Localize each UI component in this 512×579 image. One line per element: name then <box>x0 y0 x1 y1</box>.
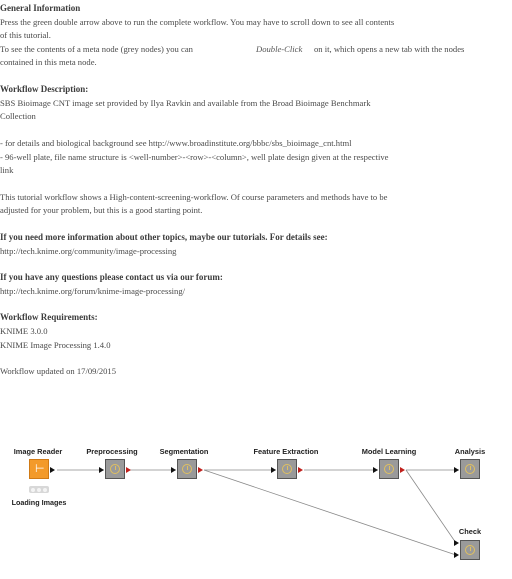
input-port[interactable] <box>454 467 459 473</box>
description-line: adjusted for your problem, but this is a good starting point. <box>0 205 203 215</box>
output-port[interactable] <box>50 467 55 473</box>
input-port[interactable] <box>454 552 459 558</box>
status-traffic-light <box>29 486 49 493</box>
feature-extraction-label: Feature Extraction <box>253 447 319 456</box>
updated-date: Workflow updated on 17/09/2015 <box>0 366 117 376</box>
metanode-icon <box>384 464 394 474</box>
output-port[interactable] <box>298 467 303 473</box>
more-info-heading: If you need more information about other topics, maybe our tutorials. For details see: <box>0 232 328 242</box>
input-port[interactable] <box>373 467 378 473</box>
preprocessing-metanode[interactable] <box>105 459 125 479</box>
model-learning-metanode[interactable] <box>379 459 399 479</box>
input-port[interactable] <box>171 467 176 473</box>
image-reader-node[interactable] <box>29 459 49 479</box>
general-info-heading: General Information <box>0 3 81 13</box>
check-label: Check <box>458 527 482 536</box>
output-port[interactable] <box>400 467 405 473</box>
metanode-icon <box>465 545 475 555</box>
metanode-icon <box>282 464 292 474</box>
segmentation-label: Segmentation <box>159 447 209 456</box>
reader-arrow-icon: ⊢ <box>35 462 45 475</box>
input-port[interactable] <box>99 467 104 473</box>
requirement-item: KNIME 3.0.0 <box>0 326 48 336</box>
analysis-label: Analysis <box>454 447 486 456</box>
description-line: link <box>0 165 14 175</box>
questions-heading: If you have any questions please contact us via our forum: <box>0 272 223 282</box>
feature-extraction-metanode[interactable] <box>277 459 297 479</box>
workflow-connections <box>0 440 512 579</box>
description-line: This tutorial workflow shows a High-content-screening-workflow. Of course parameters and methods have to be <box>0 192 388 202</box>
preprocessing-label: Preprocessing <box>86 447 138 456</box>
input-port[interactable] <box>271 467 276 473</box>
model-learning-label: Model Learning <box>361 447 417 456</box>
general-info-line: of this tutorial. <box>0 30 51 40</box>
general-info-line: Press the green double arrow above to run the complete workflow. You may have to scroll down to see all contents <box>0 17 395 27</box>
description-line: - 96-well plate, file name structure is <well-number>-<row>-<column>, well plate design given at the respective <box>0 152 389 162</box>
metanode-icon <box>465 464 475 474</box>
general-info-line: contained in this meta node. <box>0 57 97 67</box>
description-line: Collection <box>0 111 36 121</box>
check-metanode[interactable] <box>460 540 480 560</box>
output-port[interactable] <box>126 467 131 473</box>
general-info-line: To see the contents of a meta node (grey nodes) you can <box>0 44 193 54</box>
image-reader-label: Image Reader <box>13 447 63 456</box>
metanode-icon <box>182 464 192 474</box>
connection-line <box>204 470 456 555</box>
image-reader-sublabel: Loading Images <box>11 498 67 507</box>
segmentation-metanode[interactable] <box>177 459 197 479</box>
metanode-icon <box>110 464 120 474</box>
output-port[interactable] <box>198 467 203 473</box>
double-click-hint: Double-Click <box>256 44 303 54</box>
description-line: SBS Bioimage CNT image set provided by Ilya Ravkin and available from the Broad Bioimage Benchmark <box>0 98 371 108</box>
forum-link: http://tech.knime.org/forum/knime-image-processing/ <box>0 286 186 296</box>
description-heading: Workflow Description: <box>0 84 89 94</box>
analysis-metanode[interactable] <box>460 459 480 479</box>
tutorials-link: http://tech.knime.org/community/image-processing <box>0 246 177 256</box>
general-info-line: on it, which opens a new tab with the nodes <box>314 44 465 54</box>
workflow-canvas[interactable] <box>0 440 512 579</box>
requirement-item: KNIME Image Processing 1.4.0 <box>0 340 111 350</box>
requirements-heading: Workflow Requirements: <box>0 312 98 322</box>
description-line: - for details and biological background see http://www.broadinstitute.org/bbbc/sbs_bioimage_cnt.html <box>0 138 352 148</box>
connection-line <box>406 470 456 543</box>
input-port[interactable] <box>454 540 459 546</box>
